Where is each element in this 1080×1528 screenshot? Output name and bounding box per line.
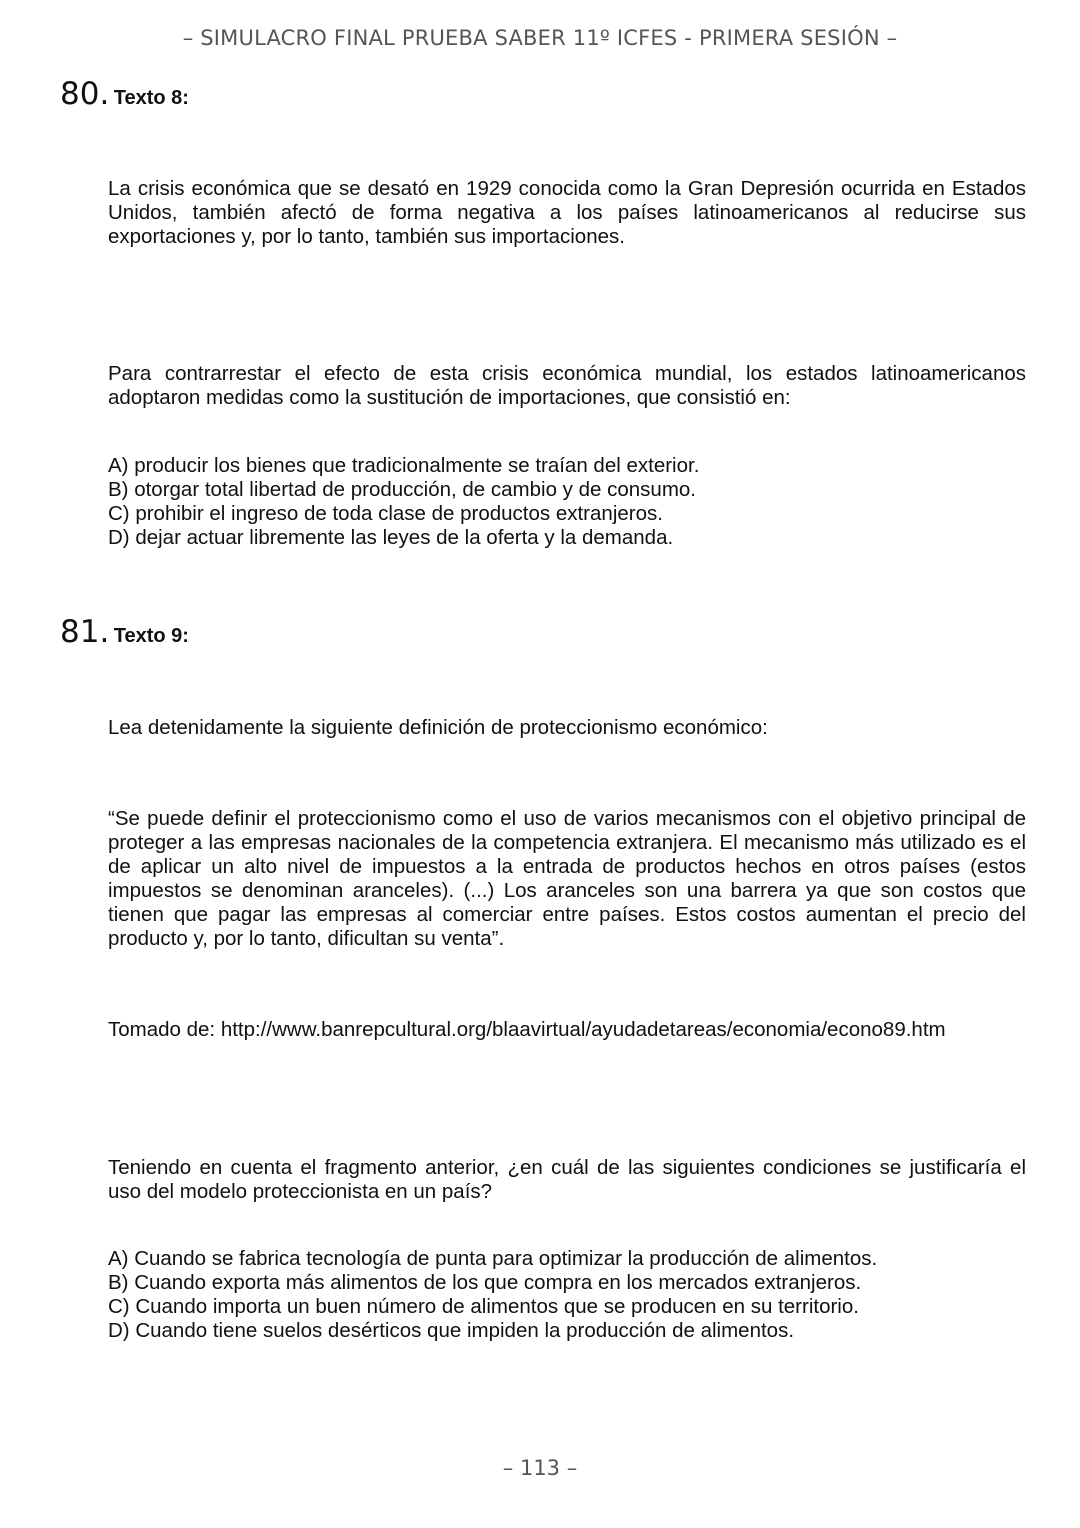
question-80-prompt: Para contrarrestar el efecto de esta crisis económica mundial, los estados latinoamericanos adoptaron medidas como la sustitución de importaciones, que consistió en: xyxy=(108,362,1026,409)
question-81-prompt: Teniendo en cuenta el fragmento anterior, ¿en cuál de las siguientes condiciones se justificaría el uso del modelo proteccionista en un país? xyxy=(108,1156,1026,1203)
option-d[interactable]: D) dejar actuar libremente las leyes de la oferta y la demanda. xyxy=(108,526,674,549)
page-header: – SIMULACRO FINAL PRUEBA SABER 11º ICFES - PRIMERA SESIÓN – xyxy=(182,26,898,50)
option-b[interactable]: B) Cuando exporta más alimentos de los que compra en los mercados extranjeros. xyxy=(108,1271,862,1294)
option-c[interactable]: C) prohibir el ingreso de toda clase de productos extranjeros. xyxy=(108,502,663,525)
question-80-heading xyxy=(60,76,189,112)
question-title: Texto 8: xyxy=(113,87,189,109)
question-81-heading xyxy=(60,614,189,650)
question-80-options xyxy=(108,454,1026,550)
option-a[interactable]: A) Cuando se fabrica tecnología de punta para optimizar la producción de alimentos. xyxy=(108,1247,878,1270)
question-number: 81. xyxy=(60,614,110,650)
option-c[interactable]: C) Cuando importa un buen número de alimentos que se producen en su territorio. xyxy=(108,1295,859,1318)
question-81-source: Tomado de: http://www.banrepcultural.org/blaavirtual/ayudadetareas/economia/econo89.htm xyxy=(108,1018,946,1041)
question-81-intro: Lea detenidamente la siguiente definición de proteccionismo económico: xyxy=(108,716,768,739)
question-number: 80. xyxy=(60,76,110,112)
question-80-context: La crisis económica que se desató en 1929 conocida como la Gran Depresión ocurrida en Estados Unidos, también afectó de forma negativa a los países latinoamericanos al reducirse sus exportaciones y, por lo tanto, también sus importaciones. xyxy=(108,177,1026,248)
option-d[interactable]: D) Cuando tiene suelos desérticos que impiden la producción de alimentos. xyxy=(108,1319,795,1342)
question-81-quote: “Se puede definir el proteccionismo como el uso de varios mecanismos con el objetivo principal de proteger a las empresas nacionales de la competencia extranjera. El mecanismo más utilizado es el de aplicar un alto nivel de impuestos a la entrada de productos hechos en otros países (estos impuestos se denominan aranceles). (...) Los aranceles son una barrera ya que son costos que tienen que pagar las empresas al comerciar entre países. Estos costos aumentan el precio del producto y, por lo tanto, dificultan su venta”. xyxy=(108,807,1026,950)
page-number: – 113 – xyxy=(502,1456,578,1480)
question-title: Texto 9: xyxy=(113,625,189,647)
option-a[interactable]: A) producir los bienes que tradicionalmente se traían del exterior. xyxy=(108,454,700,477)
question-81-options xyxy=(108,1247,1026,1343)
option-b[interactable]: B) otorgar total libertad de producción, de cambio y de consumo. xyxy=(108,478,696,501)
